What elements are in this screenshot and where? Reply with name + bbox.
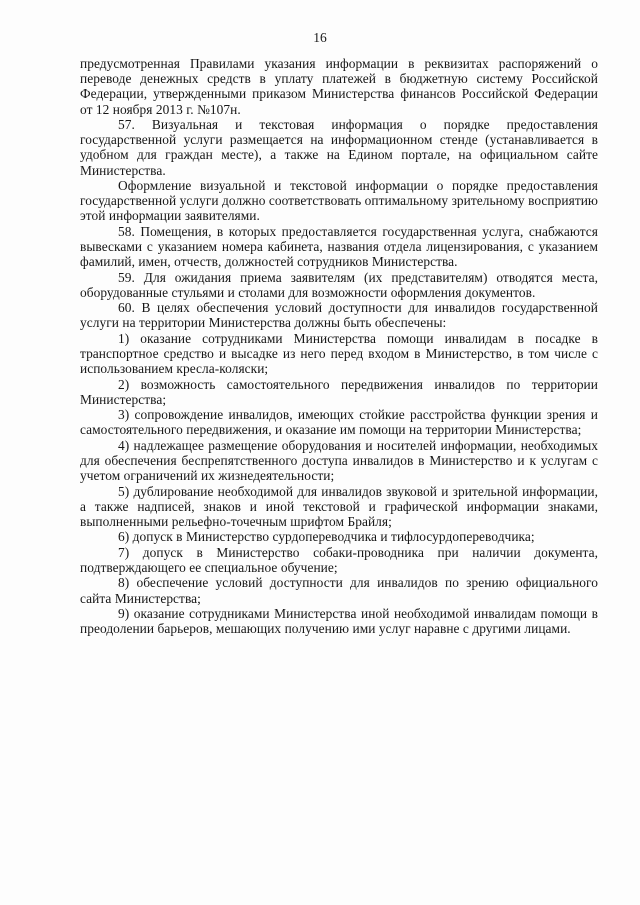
paragraph-continuation: предусмотренная Правилами указания информации в реквизитах распоряжений о переводе денежных средств в уплату платежей в бюджетную систему Российской Федерации, утвержденными приказом Министерства финансов Российской Федерации от 12 ноября 2013 г. №107н. [80,56,598,117]
paragraph-58: 58. Помещения, в которых предоставляется государственная услуга, снабжаются вывесками с указанием номера кабинета, названия отдела лицензирования, с указанием фамилий, имен, отчеств, должностей сотрудников Министерства. [80,223,598,270]
page-number: 16 [313,30,327,45]
list-item-4: 4) надлежащее размещение оборудования и носителей информации, необходимых для обеспечения беспрепятственного доступа инвалидов в Министерство и к услугам с учетом ограничений их жизнедеятельности; [80,437,598,484]
list-item-5: 5) дублирование необходимой для инвалидов звуковой и зрительной информации, а также надписей, знаков и иной текстовой и графической информации знаками, выполненными рельефно-точечным шрифтом Брайля; [80,483,598,529]
document-body [80,56,598,637]
list-item-6: 6) допуск в Министерство сурдопереводчика и тифлосурдопереводчика; [118,529,535,545]
list-item-9: 9) оказание сотрудниками Министерства иной необходимой инвалидам помощи в преодолении барьеров, мешающих получению ими услуг наравне с другими лицами. [80,605,598,637]
list-item-8: 8) обеспечение условий доступности для инвалидов по зрению официального сайта Министерства; [80,575,598,606]
paragraph-57: 57. Визуальная и текстовая информация о порядке предоставления государственной услуги размещается на информационном стенде (устанавливается в удобном для граждан месте), а также на Едином портале, на официальном сайте Министерства. [80,117,598,178]
paragraph-59: 59. Для ожидания приема заявителям (их представителям) отводятся места, оборудованные стульями и столами для возможности оформления документов. [80,269,598,300]
paragraph-57-design: Оформление визуальной и текстовой информации о порядке предоставления государственной услуги должно соответствовать оптимальному зрительному восприятию этой информации заявителями. [80,178,598,224]
paragraph-60: 60. В целях обеспечения условий доступности для инвалидов государственной услуги на территории Министерства должны быть обеспечены: [80,300,598,331]
list-item-7: 7) допуск в Министерство собаки-проводника при наличии документа, подтверждающего ее специальное обучение; [80,544,598,575]
list-item-1: 1) оказание сотрудниками Министерства помощи инвалидам в посадке в транспортное средство и высадке из него перед входом в Министерство, в том числе с использованием кресла-коляски; [80,330,598,377]
list-item-2: 2) возможность самостоятельного передвижения инвалидов по территории Министерства; [80,376,598,407]
list-item-3: 3) сопровождение инвалидов, имеющих стойкие расстройства функции зрения и самостоятельного передвижения, и оказание им помощи на территории Министерства; [80,407,598,438]
